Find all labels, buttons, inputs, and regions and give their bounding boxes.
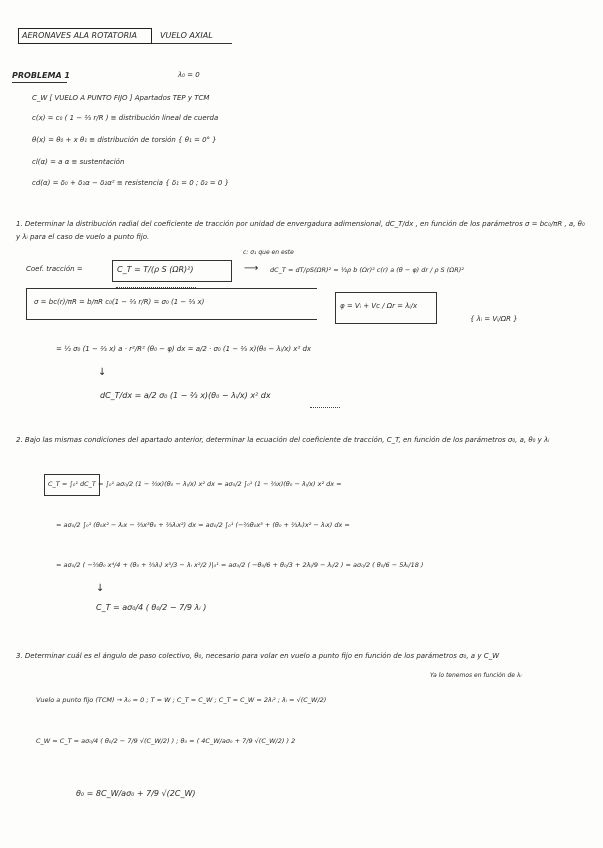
q2-line1: C_T = ∫₀¹ dC_T = ∫₀¹ aσ₀/2 (1 − ⅔x)(θ₀ − λᵢ/x) x² dx = aσ₀/2 ∫₀¹ (1 − ⅔x)(θ₀ − λᵢ/x) x² dx = bbox=[48, 480, 342, 488]
given-line-3: θ(x) = θ₀ + x θ₁ ≡ distribución de torsión { θ₁ = 0° } bbox=[32, 136, 217, 144]
problem-underline bbox=[12, 82, 67, 83]
q1-statement-1: 1. Determinar la distribución radial del coeficiente de tracción por unidad de envergadura adimensional, dC_T/dx , en función de los parámetros σ = bc₀/πR , a, θ₀ y λᵢ para el caso de vuelo a punto fijo. bbox=[16, 220, 585, 241]
q2-line2: = aσ₀/2 ∫₀¹ (θ₀x² − λᵢx − ⅔x³θ₀ + ⅔λᵢx²) dx = aσ₀/2 ∫₀¹ (−⅔θ₀x³ + (θ₀ + ⅔λᵢ)x² − λᵢx) dx = bbox=[56, 521, 350, 529]
given-line-4: cl(α) = a α ≡ sustentación bbox=[32, 158, 125, 166]
q1-line3: = ½ σ₀ (1 − ⅔ x) a · r²/R² (θ₀ − φ) dx = a/2 · σ₀ (1 − ⅔ x)(θ₀ − λᵢ/x) x² dx bbox=[56, 345, 312, 353]
course-title: AERONAVES ALA ROTATORIA bbox=[22, 31, 138, 40]
q1-result-underline bbox=[310, 404, 340, 408]
coef-label: Coef. tracción = bbox=[26, 265, 83, 273]
q3-result: θ₀ = 8C_W/aσ₀ + 7/9 √(2C_W) bbox=[76, 789, 196, 798]
topic-title: VUELO AXIAL bbox=[160, 31, 213, 40]
q3-line2: C_W = C_T = aσ₀/4 ( θ₀/2 − 7/9 √(C_W/2) ) ; θ₀ = ( 4C_W/aσ₀ + 7/9 √(C_W/2) ) 2 bbox=[36, 737, 296, 745]
down-arrow-icon: ↓ bbox=[98, 367, 107, 378]
given-line-1: C_W [ VUELO A PUNTO FIJO ] Apartados TEP y TCM bbox=[32, 94, 210, 102]
header-underline bbox=[152, 43, 232, 44]
sigma-formula: σ = bc(r)/πR = b/πR c₀(1 − ⅔ r/R) = σ₀ (1 − ⅔ x) bbox=[34, 298, 205, 306]
q3-note: Ya lo tenemos en función de λᵢ bbox=[430, 672, 522, 679]
q2-down-arrow-icon: ↓ bbox=[96, 583, 105, 594]
q3-line1: Vuelo a punto fijo (TCM) → λ₀ = 0 ; T = W ; C_T = C_W ; C_T = C_W = 2λᵢ² ; λᵢ = √(C_W/2) bbox=[36, 696, 327, 704]
given-line-5: cd(α) = δ₀ + δ₁α − δ₂α² ≡ resistencia { δ₁ = 0 ; δ₂ = 0 } bbox=[32, 179, 230, 187]
q1-result: dC_T/dx = a/2 σ₀ (1 − ⅔ x)(θ₀ − λᵢ/x) x² dx bbox=[100, 391, 271, 400]
q3-statement: 3. Determinar cuál es el ángulo de paso colectivo, θ₀, necesario para volar en vuelo a punto fijo en función de los parámetros σ₀, a y C_W bbox=[16, 652, 500, 660]
dct-expression: dC_T = dT/ρS(ΩR)² = ½ρ b (Ωr)² c(r) a (θ − φ) dr / ρ S (ΩR)² bbox=[270, 266, 464, 274]
q2-statement: 2. Bajo las mismas condiciones del apartado anterior, determinar la ecuación del coeficiente de tracción, C_T, en función de los parámetros σ₀, a, θ₀ y λᵢ bbox=[16, 436, 550, 444]
given-line-2: c(x) = c₀ ( 1 − ⅔ r/R ) ≡ distribución lineal de cuerda bbox=[32, 114, 219, 122]
q2-line3: = aσ₀/2 ( −⅔θ₀ x⁴/4 + (θ₀ + ⅔λᵢ) x³/3 − λᵢ x²/2 )|₀¹ = aσ₀/2 ( −θ₀/6 + θ₀/3 + 2λᵢ/9 − λᵢ/2 ) = aσ₀/2 ( θ₀/6 − 5λᵢ/18 ) bbox=[56, 561, 424, 569]
lambda-note: { λᵢ = Vᵢ/ΩR } bbox=[470, 315, 518, 323]
problem-title: PROBLEMA 1 bbox=[12, 71, 70, 80]
lambda0-annotation: λ₀ = 0 bbox=[178, 71, 200, 79]
coef-formula: C_T = T/(ρ S (ΩR)²) bbox=[117, 265, 194, 274]
q1-note: c: σ₁ que en este bbox=[243, 249, 294, 256]
q2-result: C_T = aσ₀/4 ( θ₀/2 − 7/9 λᵢ ) bbox=[96, 603, 207, 612]
right-arrow-icon: ⟶ bbox=[244, 263, 259, 274]
phi-formula: φ = Vᵢ + Vc / Ωr = λᵢ/x bbox=[340, 302, 418, 310]
